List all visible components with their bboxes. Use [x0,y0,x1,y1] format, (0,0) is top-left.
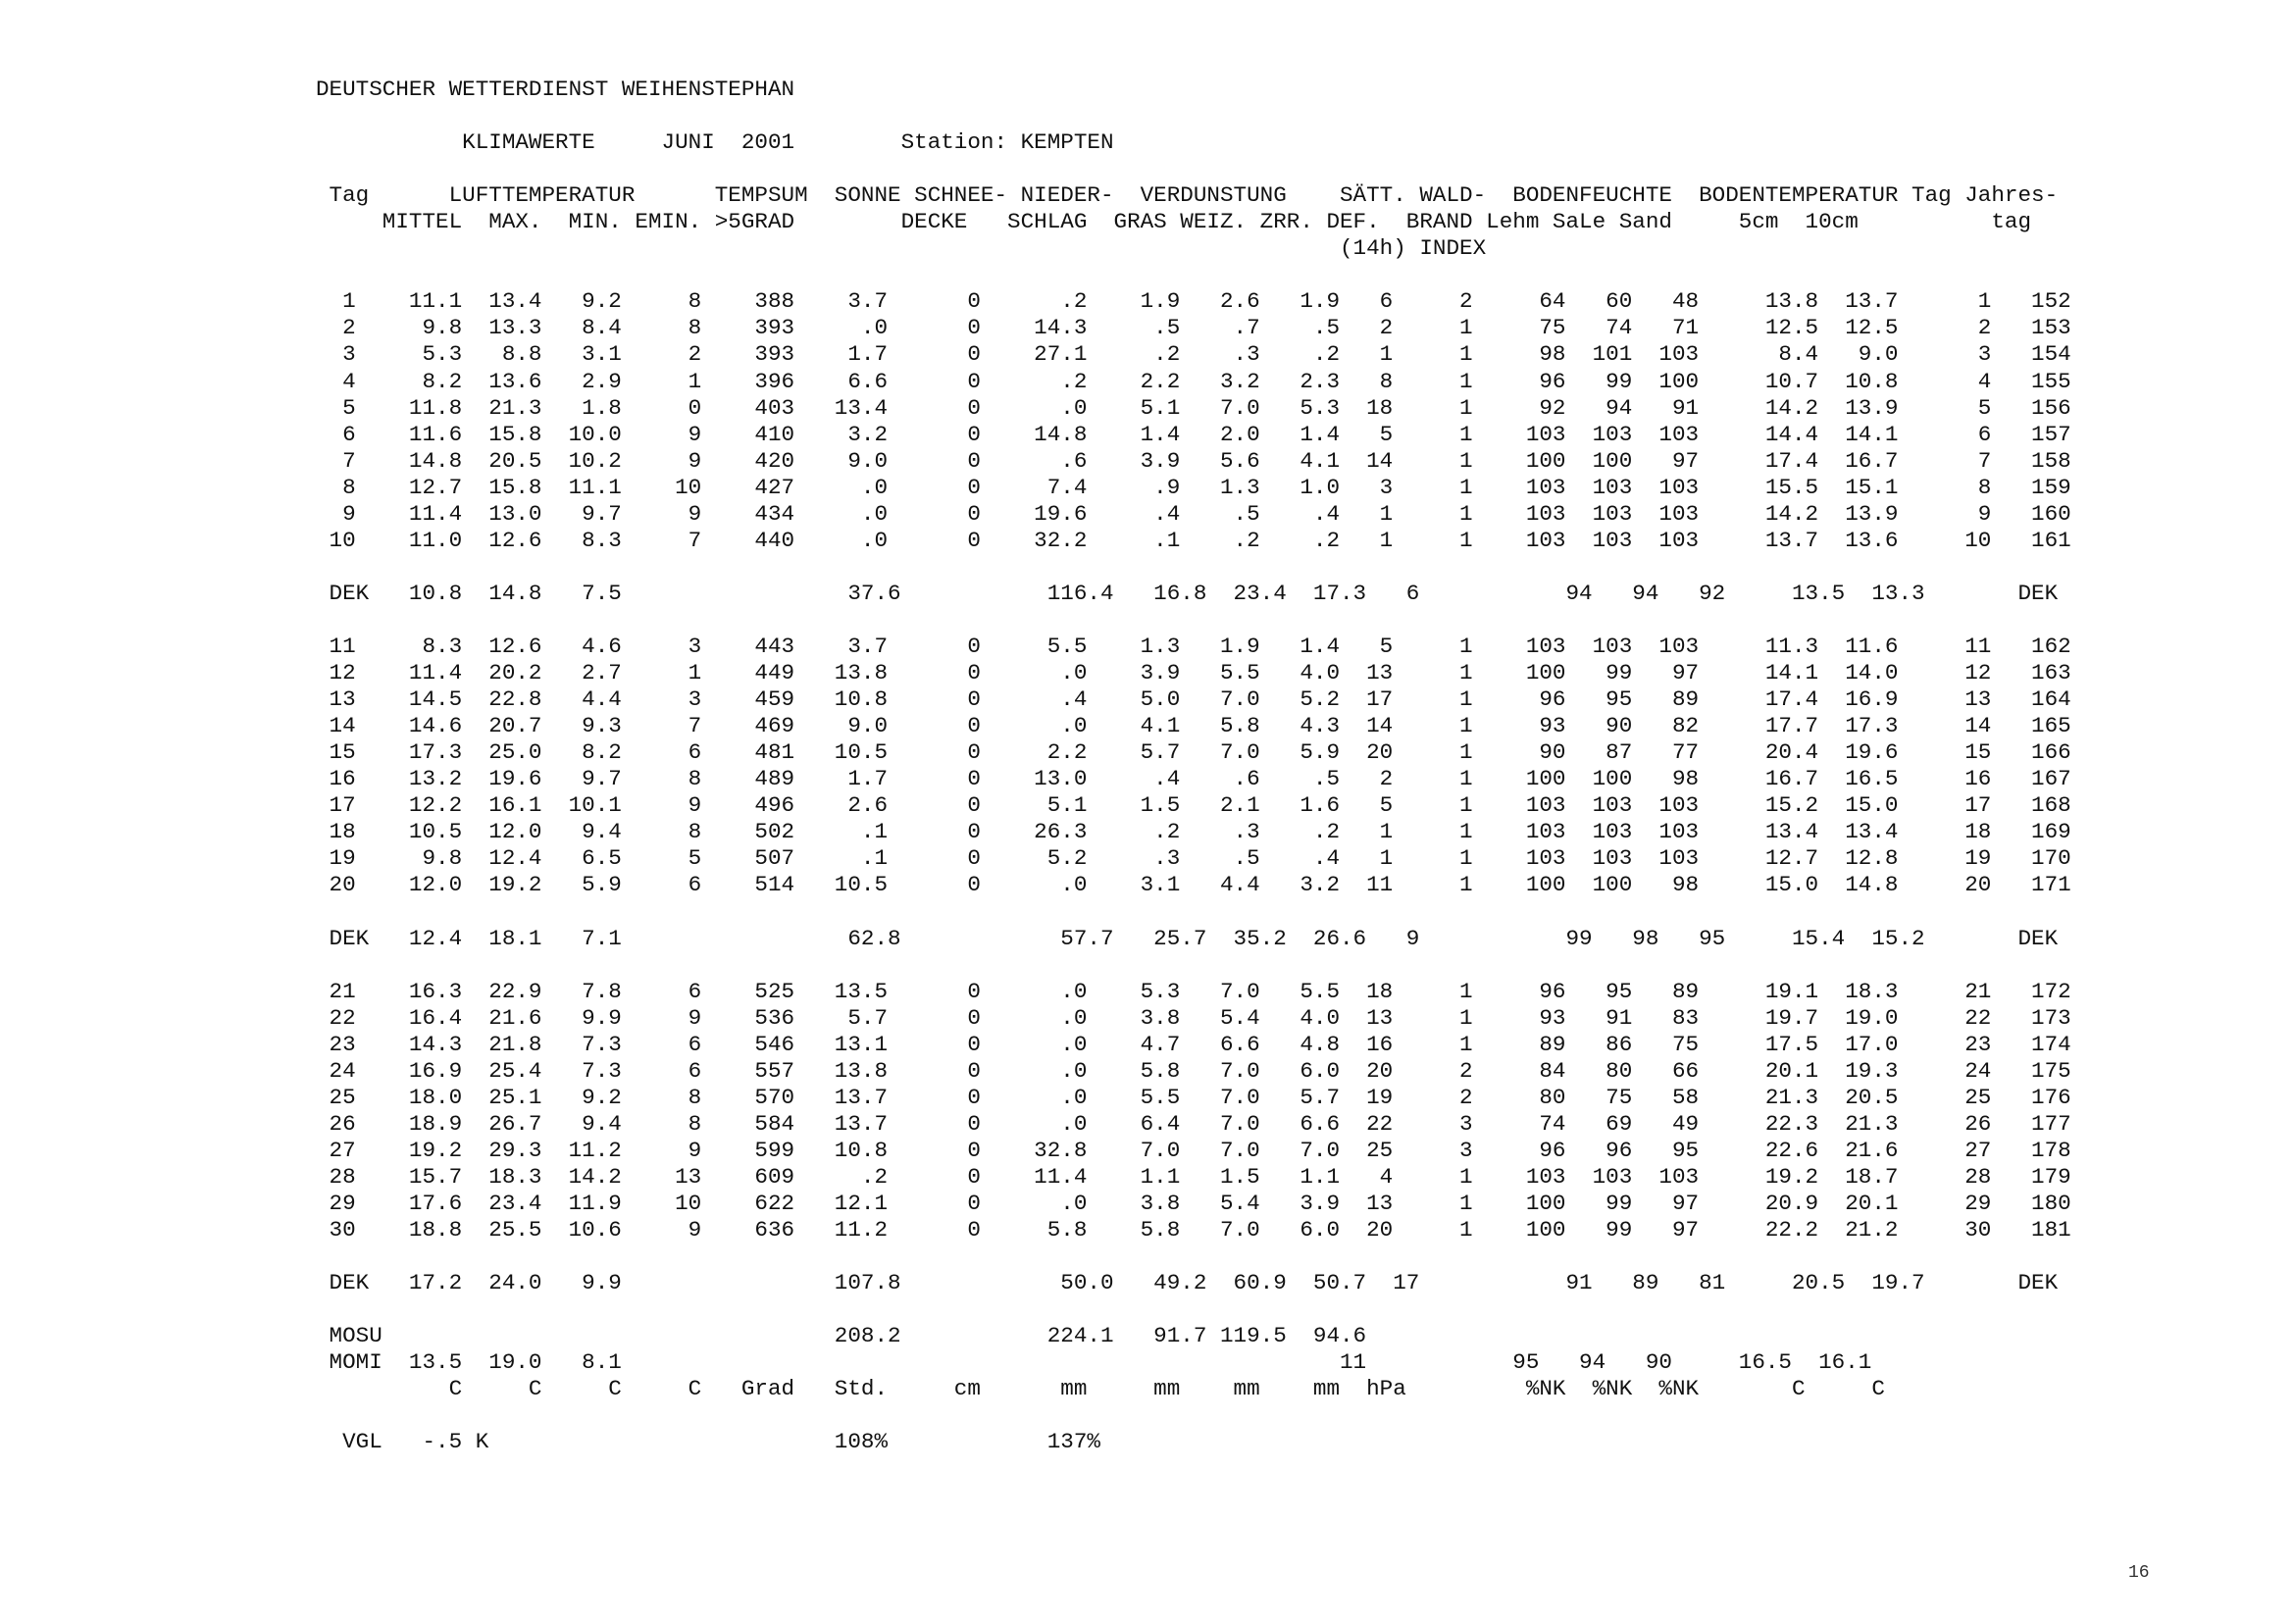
report-line: 22 16.4 21.6 9.9 9 536 5.7 0 .0 3.8 5.4 4.0 13 1 93 91 83 19.7 19.0 22 173 [316,1004,2071,1031]
report-line: KLIMAWERTE JUNI 2001 Station: KEMPTEN [316,129,1114,156]
report-line: 19 9.8 12.4 6.5 5 507 .1 0 5.2 .3 .5 .4 1 1 103 103 103 12.7 12.8 19 170 [316,845,2071,872]
report-line: 18 10.5 12.0 9.4 8 502 .1 0 26.3 .2 .3 .2 1 1 103 103 103 13.4 13.4 18 169 [316,819,2071,845]
report-line [316,898,2071,925]
report-line: MOMI 13.5 19.0 8.1 11 95 94 90 16.5 16.1 [316,1349,1872,1376]
report-line: 6 11.6 15.8 10.0 9 410 3.2 0 14.8 1.4 2.0 1.4 5 1 103 103 103 14.4 14.1 6 157 [316,421,2071,447]
report-line: 27 19.2 29.3 11.2 9 599 10.8 0 32.8 7.0 7.0 7.0 25 3 96 96 95 22.6 21.6 27 178 [316,1137,2071,1163]
report-line: 21 16.3 22.9 7.8 6 525 13.5 0 .0 5.3 7.0 5.5 18 1 96 95 89 19.1 18.3 21 172 [316,978,2071,1004]
report-line: 13 14.5 22.8 4.4 3 459 10.8 0 .4 5.0 7.0 5.2 17 1 96 95 89 17.4 16.9 13 164 [316,686,2071,713]
report-line: 11 8.3 12.6 4.6 3 443 3.7 0 5.5 1.3 1.9 1.4 5 1 103 103 103 11.3 11.6 11 162 [316,633,2071,659]
climate-report-text [316,76,2071,1455]
report-line [316,607,2071,634]
report-line: 10 11.0 12.6 8.3 7 440 .0 0 32.2 .1 .2 .2 1 1 103 103 103 13.7 13.6 10 161 [316,527,2071,553]
report-line [316,952,2071,979]
report-line [316,554,2071,581]
report-line: 17 12.2 16.1 10.1 9 496 2.6 0 5.1 1.5 2.1 1.6 5 1 103 103 103 15.2 15.0 17 168 [316,792,2071,819]
report-line: DEK 10.8 14.8 7.5 37.6 116.4 16.8 23.4 17.3 6 94 94 92 13.5 13.3 DEK [316,580,2059,606]
report-line: 12 11.4 20.2 2.7 1 449 13.8 0 .0 3.9 5.5 4.0 13 1 100 99 97 14.1 14.0 12 163 [316,660,2071,686]
report-line [316,1402,2071,1429]
report-line: 14 14.6 20.7 9.3 7 469 9.0 0 .0 4.1 5.8 4.3 14 1 93 90 82 17.7 17.3 14 165 [316,713,2071,739]
report-line: 30 18.8 25.5 10.6 9 636 11.2 0 5.8 5.8 7.0 6.0 20 1 100 99 97 22.2 21.2 30 181 [316,1217,2071,1243]
report-line: 5 11.8 21.3 1.8 0 403 13.4 0 .0 5.1 7.0 5.3 18 1 92 94 91 14.2 13.9 5 156 [316,394,2071,421]
report-line: 3 5.3 8.8 3.1 2 393 1.7 0 27.1 .2 .3 .2 1 1 98 101 103 8.4 9.0 3 154 [316,341,2071,368]
report-line: 7 14.8 20.5 10.2 9 420 9.0 0 .6 3.9 5.6 4.1 14 1 100 100 97 17.4 16.7 7 158 [316,447,2071,474]
page-number: 16 [2128,1563,2150,1583]
report-line: 16 13.2 19.6 9.7 8 489 1.7 0 13.0 .4 .6 .5 2 1 100 100 98 16.7 16.5 16 167 [316,766,2071,792]
report-line: 4 8.2 13.6 2.9 1 396 6.6 0 .2 2.2 3.2 2.3 8 1 96 99 100 10.7 10.8 4 155 [316,368,2071,394]
report-line: 25 18.0 25.1 9.2 8 570 13.7 0 .0 5.5 7.0 5.7 19 2 80 75 58 21.3 20.5 25 176 [316,1084,2071,1110]
report-line: DEK 17.2 24.0 9.9 107.8 50.0 49.2 60.9 50.7 17 91 89 81 20.5 19.7 DEK [316,1270,2059,1296]
report-line: DEK 12.4 18.1 7.1 62.8 57.7 25.7 35.2 26.6 9 99 98 95 15.4 15.2 DEK [316,925,2059,951]
report-line [316,103,2071,129]
report-line: 26 18.9 26.7 9.4 8 584 13.7 0 .0 6.4 7.0 6.6 22 3 74 69 49 22.3 21.3 26 177 [316,1110,2071,1137]
report-line: (14h) INDEX [316,235,1487,262]
report-line: VGL -.5 K 108% 137% [316,1429,1100,1455]
report-line: 8 12.7 15.8 11.1 10 427 .0 0 7.4 .9 1.3 1.0 3 1 103 103 103 15.5 15.1 8 159 [316,474,2071,500]
report-line [316,1243,2071,1270]
report-line: 28 15.7 18.3 14.2 13 609 .2 0 11.4 1.1 1.5 1.1 4 1 103 103 103 19.2 18.7 28 179 [316,1163,2071,1190]
report-line: 2 9.8 13.3 8.4 8 393 .0 0 14.3 .5 .7 .5 2 1 75 74 71 12.5 12.5 2 153 [316,315,2071,341]
report-line: DEUTSCHER WETTERDIENST WEIHENSTEPHAN [316,76,795,102]
report-line [316,262,2071,288]
report-line: MOSU 208.2 224.1 91.7 119.5 94.6 [316,1323,1367,1349]
report-line: C C C C Grad Std. cm mm mm mm mm hPa %NK %NK %NK C C [316,1376,1885,1402]
report-line [316,1296,2071,1323]
report-line: 24 16.9 25.4 7.3 6 557 13.8 0 .0 5.8 7.0 6.0 20 2 84 80 66 20.1 19.3 24 175 [316,1057,2071,1084]
report-line: 1 11.1 13.4 9.2 8 388 3.7 0 .2 1.9 2.6 1.9 6 2 64 60 48 13.8 13.7 1 152 [316,288,2071,315]
report-line: MITTEL MAX. MIN. EMIN. >5GRAD DECKE SCHLAG GRAS WEIZ. ZRR. DEF. BRAND Lehm SaLe Sand 5cm 10cm tag [316,209,2032,235]
report-line [316,156,2071,182]
report-line: 20 12.0 19.2 5.9 6 514 10.5 0 .0 3.1 4.4 3.2 11 1 100 100 98 15.0 14.8 20 171 [316,872,2071,898]
report-line: 23 14.3 21.8 7.3 6 546 13.1 0 .0 4.7 6.6 4.8 16 1 89 86 75 17.5 17.0 23 174 [316,1031,2071,1057]
report-line: 15 17.3 25.0 8.2 6 481 10.5 0 2.2 5.7 7.0 5.9 20 1 90 87 77 20.4 19.6 15 166 [316,739,2071,766]
report-line: Tag LUFTTEMPERATUR TEMPSUM SONNE SCHNEE- NIEDER- VERDUNSTUNG SÄTT. WALD- BODENFEUCHTE BODENTEMPERATUR Tag Jahres- [316,182,2059,209]
report-line: 9 11.4 13.0 9.7 9 434 .0 0 19.6 .4 .5 .4 1 1 103 103 103 14.2 13.9 9 160 [316,500,2071,527]
report-line: 29 17.6 23.4 11.9 10 622 12.1 0 .0 3.8 5.4 3.9 13 1 100 99 97 20.9 20.1 29 180 [316,1190,2071,1216]
